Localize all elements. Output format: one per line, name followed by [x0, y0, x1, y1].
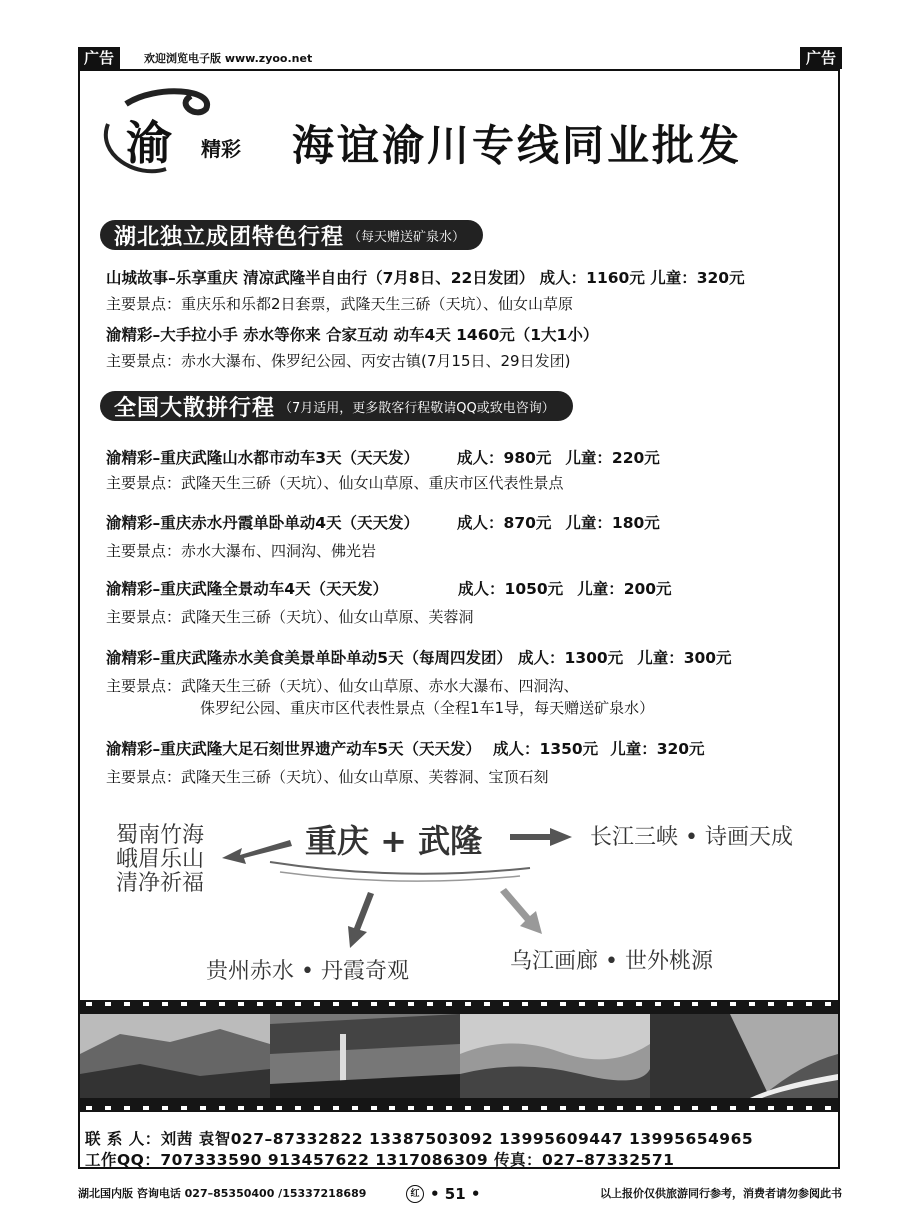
route-adult-price: 成人：870元 [457, 514, 552, 532]
photo-film-strip [80, 1000, 838, 1112]
national-route-4 [106, 646, 732, 668]
diagram-bottom-left: 贵州赤水 • 丹霞奇观 [206, 959, 409, 984]
route-adult-price: 成人：980元 [457, 449, 552, 467]
diagram-right: 长江三峡 • 诗画天成 [590, 825, 793, 850]
route-child-price: 儿童：180元 [565, 514, 660, 532]
diagram-left-3: 清净祈福 [116, 871, 205, 896]
diagram-left-2: 峨眉乐山 [116, 847, 205, 872]
section-hubei-title: 湖北独立成团特色行程 [114, 224, 345, 250]
diagram-bottom-right: 乌江画廊 • 世外桃源 [510, 949, 713, 974]
arrow-down-right-icon [500, 888, 542, 934]
route-name: 渝精彩–重庆武隆山水都市动车3天（天天发） [106, 449, 420, 467]
page-number: • 51 • [430, 1185, 481, 1203]
hubei-route-1-spots: 主要景点：重庆乐和乐都2日套票，武隆天生三硚（天坑）、仙女山草原 [106, 295, 574, 313]
national-route-3-spots: 主要景点：武隆天生三硚（天坑）、仙女山草原、芙蓉洞 [106, 608, 474, 626]
route-name: 渝精彩–重庆赤水丹霞单卧单动4天（天天发） [106, 514, 420, 532]
route-child-price: 儿童：320元 [610, 740, 705, 758]
top-bar [78, 47, 842, 69]
route-child-price: 儿童：300元 [637, 649, 732, 667]
photo-river-gorge [650, 1014, 838, 1098]
hubei-route-1: 山城故事–乐享重庆 清凉武隆半自由行（7月8日、22日发团） 成人：1160元 儿童：320元 [106, 269, 745, 287]
logo-char: 渝 [126, 116, 172, 170]
national-route-5-spots: 主要景点：武隆天生三硚（天坑）、仙女山草原、芙蓉洞、宝顶石刻 [106, 768, 549, 786]
destination-diagram [80, 800, 840, 1000]
section-hubei-header [100, 220, 483, 250]
diagram-left-1: 蜀南竹海 [116, 823, 205, 848]
diagram-center: 重庆 + 武隆 [305, 822, 483, 860]
section-national-header [100, 391, 573, 421]
footer-left: 湖北国内版 咨询电话 027–85350400 /15337218689 [78, 1187, 367, 1200]
route-child-price: 儿童：220元 [565, 449, 660, 467]
ad-tag-right: 广告 [800, 47, 842, 69]
national-route-1 [106, 446, 660, 468]
brand-logo [96, 84, 271, 179]
section-national-title: 全国大散拼行程 [114, 395, 276, 421]
route-name: 渝精彩–重庆武隆大足石刻世界遗产动车5天（天天发） [106, 740, 482, 758]
national-route-4-spots-cont: 侏罗纪公园、重庆市区代表性景点（全程1车1导，每天赠送矿泉水） [200, 699, 655, 717]
route-adult-price: 成人：1050元 [458, 580, 564, 598]
arrow-right-icon [510, 828, 572, 846]
seal-icon: 红 [406, 1185, 424, 1203]
hubei-route-2: 渝精彩–大手拉小手 赤水等你来 合家互动 动车4天 1460元（1大1小） [106, 326, 599, 344]
national-route-5 [106, 737, 705, 759]
photo-waterfall [270, 1014, 460, 1098]
arrow-left-icon [222, 840, 292, 864]
page-title: 海谊渝川专线同业批发 [292, 121, 743, 170]
photo-misty-hills [460, 1014, 650, 1098]
route-name: 渝精彩–重庆武隆赤水美食美景单卧单动5天（每周四发团） [106, 649, 513, 667]
section-national-note: （7月适用，更多散客行程敬请QQ或致电咨询） [279, 400, 555, 416]
section-hubei-note: （每天赠送矿泉水） [348, 229, 466, 245]
photo-mountain-cliff [80, 1014, 270, 1098]
national-route-4-spots: 主要景点：武隆天生三硚（天坑）、仙女山草原、赤水大瀑布、四洞沟、 [106, 677, 579, 695]
arrow-down-icon [348, 892, 374, 948]
national-route-2-spots: 主要景点：赤水大瀑布、四洞沟、佛光岩 [106, 542, 377, 560]
route-name: 渝精彩–重庆武隆全景动车4天（天天发） [106, 580, 389, 598]
national-route-1-spots: 主要景点：武隆天生三硚（天坑）、仙女山草原、重庆市区代表性景点 [106, 474, 564, 492]
footer-page [406, 1185, 481, 1203]
site-link[interactable]: 欢迎浏览电子版 www.zyoo.net [144, 52, 313, 65]
film-holes-top [80, 1000, 838, 1008]
logo-text: 精彩 [201, 137, 241, 161]
contact-row-1: 联 系 人：刘茜 袁智027–87332822 13387503092 13995609447 13995654965 [85, 1130, 754, 1148]
route-adult-price: 成人：1300元 [518, 649, 624, 667]
hubei-route-2-spots: 主要景点：赤水大瀑布、侏罗纪公园、丙安古镇(7月15日、29日发团) [106, 352, 571, 370]
footer-right: 以上报价仅供旅游同行参考，消费者请勿参阅此书 [600, 1187, 842, 1200]
ad-tag-left: 广告 [78, 47, 120, 69]
national-route-2 [106, 511, 660, 533]
film-holes-bottom [80, 1104, 838, 1112]
route-adult-price: 成人：1350元 [493, 740, 599, 758]
national-route-3 [106, 577, 672, 599]
route-child-price: 儿童：200元 [577, 580, 672, 598]
contact-row-2: 工作QQ：707333590 913457622 1317086309 传真：027–87332571 [85, 1151, 675, 1169]
